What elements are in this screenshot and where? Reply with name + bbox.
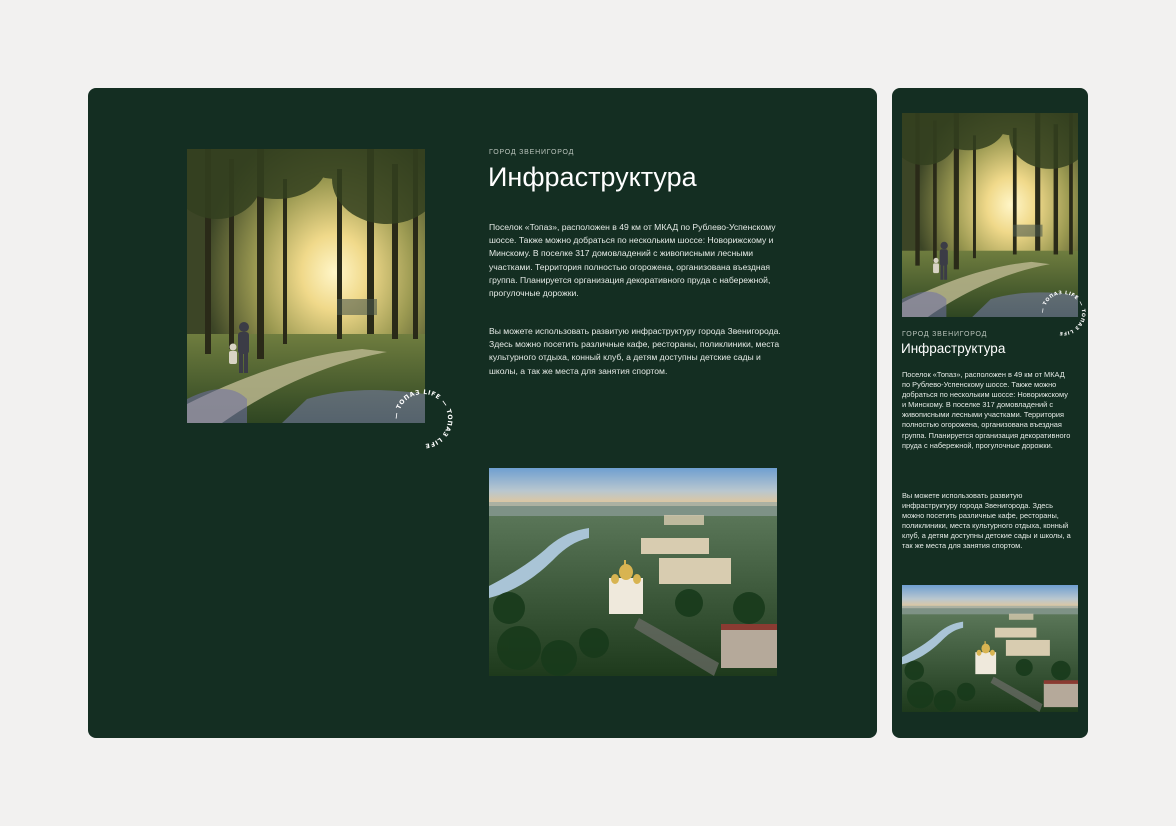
mobile-infrastructure-card: [892, 88, 1088, 738]
desktop-infrastructure-card: [88, 88, 877, 738]
description-paragraph-1: Поселок «Топаз», расположен в 49 км от МКАД по Рублево-Успенскому шоссе. Также можно добраться по нескольким шоссе: Новорижскому и Минскому. В поселке 317 домовладений с живописными лесными участками. Территория полностью огорожена, организована въездная группа. Планируется организация декоративного пруда с набережной, прогулочные дорожки.: [489, 222, 776, 299]
park-image: [187, 149, 425, 423]
badge-text: — ТОПАЗ LIFE — ТОПАЗ LIFE: [1040, 290, 1086, 336]
section-eyebrow: ГОРОД ЗВЕНИГОРОД: [902, 331, 988, 338]
section-eyebrow: ГОРОД ЗВЕНИГОРОД: [489, 149, 575, 156]
svg-text:— ТОПАЗ LIFE — ТОПАЗ LIFE: [393, 389, 453, 449]
svg-text:— ТОПАЗ LIFE — ТОПАЗ LIFE: [1041, 290, 1086, 336]
park-image: [902, 113, 1078, 317]
page-title: Инфраструктура: [901, 341, 1006, 356]
description-paragraph-1: Поселок «Топаз», расположен в 49 км от МКАД по Рублево-Успенскому шоссе. Также можно добраться по нескольким шоссе: Новорижскому и Минскому. В поселке 317 домовладений с живописными лесными участками. Территория полностью огорожена, организована въездная группа. Планируется организация декоративного пруда с набережной, прогулочные дорожки.: [902, 370, 1071, 450]
city-image: [489, 468, 777, 676]
city-image: [902, 585, 1078, 712]
topaz-life-badge: [390, 386, 456, 452]
park-photo: [902, 113, 1078, 317]
badge-text: — ТОПАЗ LIFE — ТОПАЗ LIFE: [392, 388, 454, 450]
description-paragraph-2: Вы можете использовать развитую инфраструктуру города Звенигорода. Здесь можно посетить различные кафе, рестораны, поликлиники, места культурного отдыха, конный клуб, а детям доступны детские сады и школы, а так же места для занятия спортом.: [489, 326, 781, 376]
city-aerial-photo: [902, 585, 1078, 712]
page-title: Инфраструктура: [488, 162, 697, 192]
park-photo: [187, 149, 425, 423]
city-aerial-photo: [489, 468, 777, 676]
topaz-life-badge: [1038, 288, 1088, 338]
description-paragraph-2: Вы можете использовать развитую инфраструктуру города Звенигорода. Здесь можно посетить различные кафе, рестораны, поликлиники, места культурного отдыха, конный клуб, а детям доступны детские сады и школы, а так же места для занятия спортом.: [902, 491, 1071, 551]
